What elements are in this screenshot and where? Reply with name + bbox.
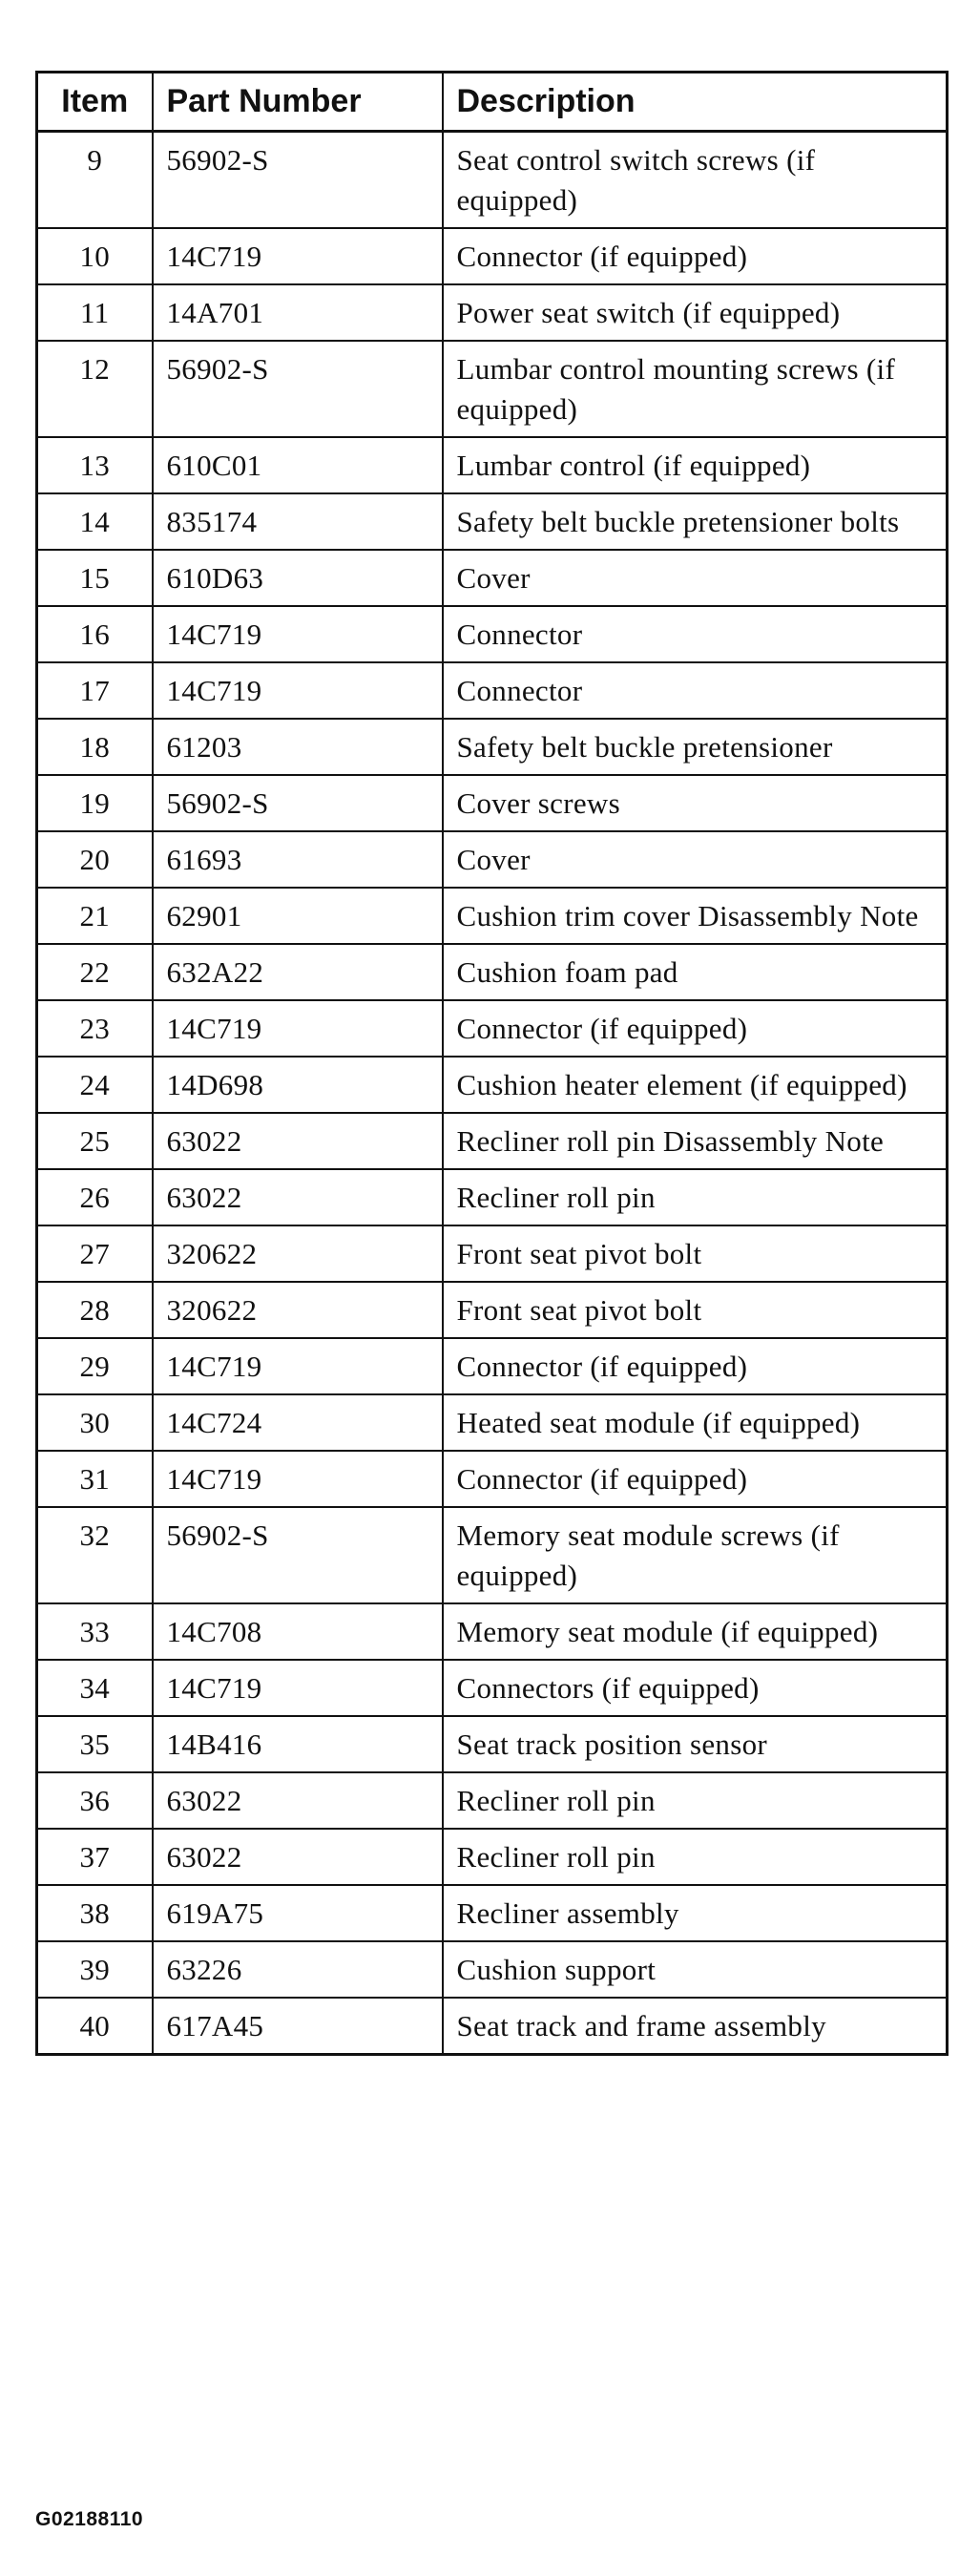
part-description: Cushion heater element (if equipped): [443, 1057, 948, 1113]
table-row: [37, 1338, 948, 1394]
part-number: 63022: [153, 1829, 443, 1885]
table-row: [37, 1169, 948, 1225]
part-description: Seat track and frame assembly: [443, 1998, 948, 2055]
table-row: [37, 1716, 948, 1772]
table-row: [37, 341, 948, 437]
part-description: Safety belt buckle pretensioner: [443, 719, 948, 775]
part-description: Lumbar control (if equipped): [443, 437, 948, 493]
table-row: [37, 1885, 948, 1941]
table-row: [37, 284, 948, 341]
table-row: [37, 493, 948, 550]
item-number: 18: [37, 719, 153, 775]
part-description: Seat track position sensor: [443, 1716, 948, 1772]
part-description: Front seat pivot bolt: [443, 1282, 948, 1338]
table-header: [37, 73, 948, 132]
table-row: [37, 1000, 948, 1057]
item-number: 9: [37, 132, 153, 229]
part-number: 617A45: [153, 1998, 443, 2055]
table-row: [37, 228, 948, 284]
table-row: [37, 1660, 948, 1716]
item-number: 24: [37, 1057, 153, 1113]
table-row: [37, 775, 948, 831]
item-number: 21: [37, 888, 153, 944]
part-description: Connector: [443, 606, 948, 662]
item-number: 15: [37, 550, 153, 606]
part-number: 63226: [153, 1941, 443, 1998]
item-number: 39: [37, 1941, 153, 1998]
part-description: Recliner roll pin: [443, 1829, 948, 1885]
part-number: 61203: [153, 719, 443, 775]
item-number: 25: [37, 1113, 153, 1169]
table-row: [37, 1113, 948, 1169]
part-description: Cover: [443, 831, 948, 888]
part-description: Cover: [443, 550, 948, 606]
item-number: 17: [37, 662, 153, 719]
item-number: 16: [37, 606, 153, 662]
table-row: [37, 1603, 948, 1660]
figure-code: G02188110: [35, 2508, 144, 2530]
part-description: Power seat switch (if equipped): [443, 284, 948, 341]
part-number: 63022: [153, 1169, 443, 1225]
part-description: Memory seat module screws (if equipped): [443, 1507, 948, 1603]
table-row: [37, 550, 948, 606]
table-body: [37, 132, 948, 2055]
table-row: [37, 1941, 948, 1998]
table-row: [37, 1057, 948, 1113]
item-number: 27: [37, 1225, 153, 1282]
table-row: [37, 662, 948, 719]
part-description: Cushion support: [443, 1941, 948, 1998]
part-number: 14B416: [153, 1716, 443, 1772]
item-number: 29: [37, 1338, 153, 1394]
part-description: Cushion foam pad: [443, 944, 948, 1000]
part-description: Cushion trim cover Disassembly Note: [443, 888, 948, 944]
part-number: 14C719: [153, 1000, 443, 1057]
item-number: 26: [37, 1169, 153, 1225]
table-row: [37, 1507, 948, 1603]
part-description: Connector (if equipped): [443, 1338, 948, 1394]
part-number: 62901: [153, 888, 443, 944]
table-row: [37, 888, 948, 944]
part-number: 14C719: [153, 606, 443, 662]
item-number: 38: [37, 1885, 153, 1941]
part-description: Heated seat module (if equipped): [443, 1394, 948, 1451]
item-number: 32: [37, 1507, 153, 1603]
table-row: [37, 1451, 948, 1507]
part-number: 56902-S: [153, 775, 443, 831]
part-description: Connector (if equipped): [443, 228, 948, 284]
table-row: [37, 1772, 948, 1829]
part-number: 14C719: [153, 1338, 443, 1394]
part-number: 14C719: [153, 228, 443, 284]
part-number: 14C719: [153, 1660, 443, 1716]
part-description: Connectors (if equipped): [443, 1660, 948, 1716]
table-row: [37, 831, 948, 888]
part-number: 63022: [153, 1772, 443, 1829]
item-number: 40: [37, 1998, 153, 2055]
part-number: 610C01: [153, 437, 443, 493]
item-number: 31: [37, 1451, 153, 1507]
item-number: 13: [37, 437, 153, 493]
part-number: 14A701: [153, 284, 443, 341]
table-row: [37, 1998, 948, 2055]
item-number: 14: [37, 493, 153, 550]
item-number: 23: [37, 1000, 153, 1057]
item-number: 11: [37, 284, 153, 341]
part-number: 56902-S: [153, 1507, 443, 1603]
part-number: 61693: [153, 831, 443, 888]
item-number: 19: [37, 775, 153, 831]
part-description: Recliner roll pin Disassembly Note: [443, 1113, 948, 1169]
item-number: 34: [37, 1660, 153, 1716]
part-number: 610D63: [153, 550, 443, 606]
header-item: Item: [37, 73, 153, 132]
part-description: Lumbar control mounting screws (if equipped): [443, 341, 948, 437]
item-number: 28: [37, 1282, 153, 1338]
table-row: [37, 437, 948, 493]
item-number: 36: [37, 1772, 153, 1829]
part-description: Seat control switch screws (if equipped): [443, 132, 948, 229]
part-description: Recliner roll pin: [443, 1169, 948, 1225]
part-number: 56902-S: [153, 132, 443, 229]
table-row: [37, 606, 948, 662]
part-number: 320622: [153, 1225, 443, 1282]
part-number: 14C719: [153, 662, 443, 719]
header-part-number: Part Number: [153, 73, 443, 132]
item-number: 35: [37, 1716, 153, 1772]
part-number: 320622: [153, 1282, 443, 1338]
item-number: 20: [37, 831, 153, 888]
item-number: 37: [37, 1829, 153, 1885]
part-number: 835174: [153, 493, 443, 550]
table-row: [37, 944, 948, 1000]
table-row: [37, 1225, 948, 1282]
part-number: 632A22: [153, 944, 443, 1000]
header-row: [37, 73, 948, 132]
table-row: [37, 1829, 948, 1885]
part-description: Memory seat module (if equipped): [443, 1603, 948, 1660]
part-description: Connector (if equipped): [443, 1000, 948, 1057]
header-description: Description: [443, 73, 948, 132]
part-description: Cover screws: [443, 775, 948, 831]
part-number: 14C724: [153, 1394, 443, 1451]
part-description: Safety belt buckle pretensioner bolts: [443, 493, 948, 550]
part-number: 14C719: [153, 1451, 443, 1507]
item-number: 33: [37, 1603, 153, 1660]
item-number: 12: [37, 341, 153, 437]
part-description: Recliner roll pin: [443, 1772, 948, 1829]
part-description: Connector (if equipped): [443, 1451, 948, 1507]
table-row: [37, 719, 948, 775]
item-number: 30: [37, 1394, 153, 1451]
table-row: [37, 1282, 948, 1338]
part-number: 63022: [153, 1113, 443, 1169]
parts-table: [35, 71, 949, 2056]
item-number: 10: [37, 228, 153, 284]
table-row: [37, 1394, 948, 1451]
table-row: [37, 132, 948, 229]
part-description: Front seat pivot bolt: [443, 1225, 948, 1282]
part-description: Recliner assembly: [443, 1885, 948, 1941]
part-number: 56902-S: [153, 341, 443, 437]
item-number: 22: [37, 944, 153, 1000]
part-number: 14D698: [153, 1057, 443, 1113]
part-number: 14C708: [153, 1603, 443, 1660]
part-description: Connector: [443, 662, 948, 719]
part-number: 619A75: [153, 1885, 443, 1941]
